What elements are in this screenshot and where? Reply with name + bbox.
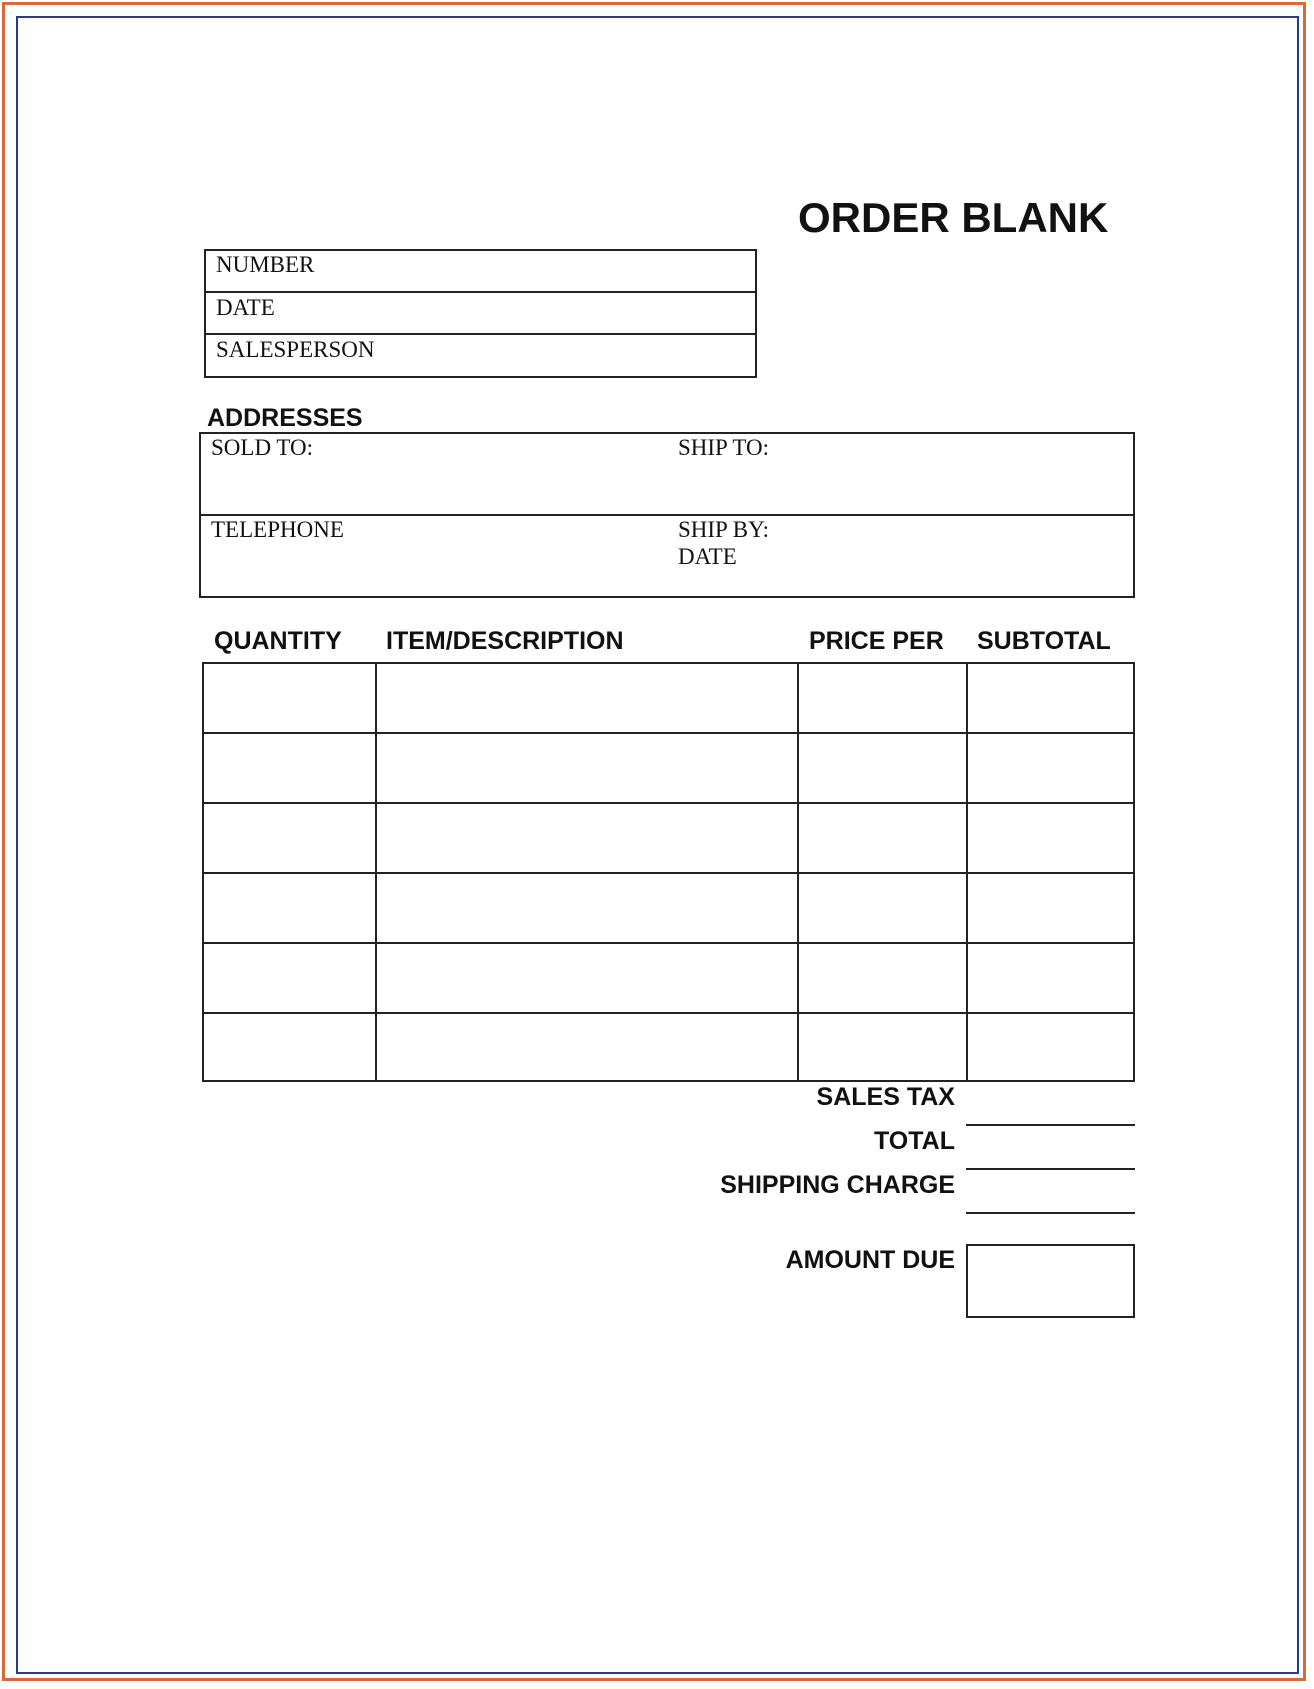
price-per-cell[interactable]	[799, 734, 964, 800]
quantity-cell[interactable]	[204, 734, 373, 800]
date-field[interactable]: DATE	[216, 295, 275, 320]
quantity-cell[interactable]	[204, 1014, 373, 1080]
description-cell[interactable]	[377, 944, 795, 1010]
amount-due-label: AMOUNT DUE	[785, 1246, 955, 1274]
column-header-subtotal: SUBTOTAL	[977, 627, 1111, 655]
price-per-cell[interactable]	[799, 664, 964, 730]
subtotal-cell[interactable]	[968, 734, 1133, 800]
quantity-cell[interactable]	[204, 944, 373, 1010]
quantity-cell[interactable]	[204, 664, 373, 730]
subtotal-cell[interactable]	[968, 1014, 1133, 1080]
shipping-charge-label: SHIPPING CHARGE	[720, 1171, 955, 1199]
sold-to-field[interactable]: SOLD TO:	[211, 435, 314, 460]
divider	[199, 514, 1135, 516]
description-cell[interactable]	[377, 874, 795, 940]
sales-tax-field[interactable]	[966, 1124, 1135, 1126]
column-header-price-per: PRICE PER	[809, 627, 944, 655]
description-cell[interactable]	[377, 804, 795, 870]
price-per-cell[interactable]	[799, 874, 964, 940]
subtotal-cell[interactable]	[968, 944, 1133, 1010]
addresses-heading: ADDRESSES	[207, 404, 363, 432]
subtotal-cell[interactable]	[968, 804, 1133, 870]
subtotal-cell[interactable]	[968, 874, 1133, 940]
description-cell[interactable]	[377, 1014, 795, 1080]
divider	[204, 333, 757, 335]
column-header-quantity: QUANTITY	[214, 627, 342, 655]
subtotal-cell[interactable]	[968, 664, 1133, 730]
ship-by-field[interactable]: SHIP BY:	[678, 517, 769, 542]
total-label: TOTAL	[873, 1127, 955, 1155]
quantity-cell[interactable]	[204, 874, 373, 940]
number-field[interactable]: NUMBER	[216, 252, 315, 277]
sales-tax-label: SALES TAX	[816, 1083, 955, 1111]
price-per-cell[interactable]	[799, 804, 964, 870]
ship-to-field[interactable]: SHIP TO:	[678, 435, 769, 460]
price-per-cell[interactable]	[799, 1014, 964, 1080]
items-table	[202, 662, 1135, 1082]
price-per-cell[interactable]	[799, 944, 964, 1010]
description-cell[interactable]	[377, 664, 795, 730]
telephone-field[interactable]: TELEPHONE	[211, 517, 344, 542]
total-field[interactable]	[966, 1168, 1135, 1170]
description-cell[interactable]	[377, 734, 795, 800]
column-header-description: ITEM/DESCRIPTION	[386, 627, 624, 655]
shipping-charge-field[interactable]	[966, 1212, 1135, 1214]
quantity-cell[interactable]	[204, 804, 373, 870]
page-title: ORDER BLANK	[798, 194, 1109, 241]
divider	[204, 291, 757, 293]
amount-due-field[interactable]	[966, 1244, 1135, 1318]
salesperson-field[interactable]: SALESPERSON	[216, 337, 375, 362]
ship-by-date-field[interactable]: DATE	[678, 544, 737, 569]
